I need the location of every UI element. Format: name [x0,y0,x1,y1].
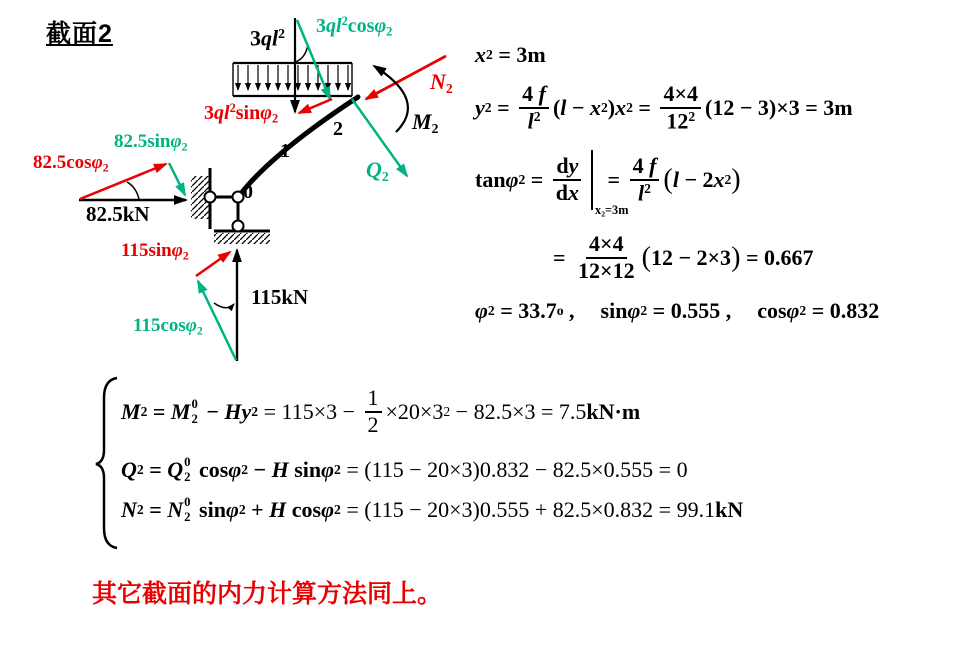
formula-tan-phi: tan φ 2 = $\frac{dy}{dx}$ x2=3m = $\frac{4 f}{l^2}$ ( l − 2 x 2 ) [475,152,741,208]
load-label: $3ql^2$ [250,25,285,51]
point-1-label: 1 [280,140,290,162]
formula-angle-values: φ 2 = 33.7 o , sin φ 2 = 0.555 , cos φ 2 = 0.832 [475,298,880,323]
horizontal-reaction-label: 82.5kN [86,202,150,226]
formula-x2: x 2 = 3m [475,42,546,67]
axial-force-label: N2 [430,69,453,97]
horizontal-reaction-cos-label: 82.5cosφ2 [33,152,109,175]
equation-moment: M 2 = M 0 2 − H y 2 = 115×3 − $\frac{1}{2}$ ×20×3 2 − 82.5×3 = 7.5 kN·m [121,385,641,437]
load-sin-component-arrow [299,99,332,113]
moment-arc-arrow [374,66,408,132]
angle-arc-load [295,45,308,62]
horizontal-reaction-sin-label: 82.5sinφ2 [114,131,188,154]
formula-y2: y 2 = $\frac{4 f}{l^2}$ ( l − x 2 ) x 2 = $\frac{4\times 4}{12^2}$ (12 − 3)×3 = 3m [475,81,853,134]
ground-support [214,231,270,244]
system-brace [96,378,117,548]
formula-tan-phi-value: = $\frac{4\times 4}{12\times 12}$ ( 12 − 2×3 ) = 0.667 [553,231,814,283]
equation-axial: N 2 = N 0 2 sin φ 2 + H cos φ 2 = (115 − 20×3)0.555 + 82.5×0.832 = 99.1 kN [121,495,744,524]
pin-joint [233,221,244,232]
vertical-reaction-cos-label: 115cosφ2 [133,315,203,338]
vertical-reaction-sin-label: 115sinφ2 [121,240,189,263]
footer-note: 其它截面的内力计算方法同上。 [92,581,443,608]
point-2-label: 2 [333,118,343,140]
horizontal-sin-arrow [169,163,185,195]
pin-joint [205,192,216,203]
vertical-reaction-label: 115kN [251,285,309,309]
moment-label: M2 [412,109,439,137]
section-title: 截面2 [46,20,113,48]
pin-joint [233,192,244,203]
point-0-label: 0 [243,181,253,203]
shear-force-label: Q2 [366,157,389,185]
angle-arc-vertical [214,303,234,308]
angle-arc-horizontal [127,182,139,199]
equation-shear: Q 2 = Q 0 2 cos φ 2 − H sin φ 2 = (115 − 20×3)0.832 − 82.5×0.555 = 0 [121,455,688,484]
load-sin-component-label: $3ql^2\sin\varphi 2$ [204,101,279,126]
distributed-load [233,63,352,96]
vertical-sin-arrow [196,252,230,276]
vertical-cos-arrow [198,281,236,360]
load-cos-component-label: $3ql^2\cos\varphi 2$ [316,14,393,39]
